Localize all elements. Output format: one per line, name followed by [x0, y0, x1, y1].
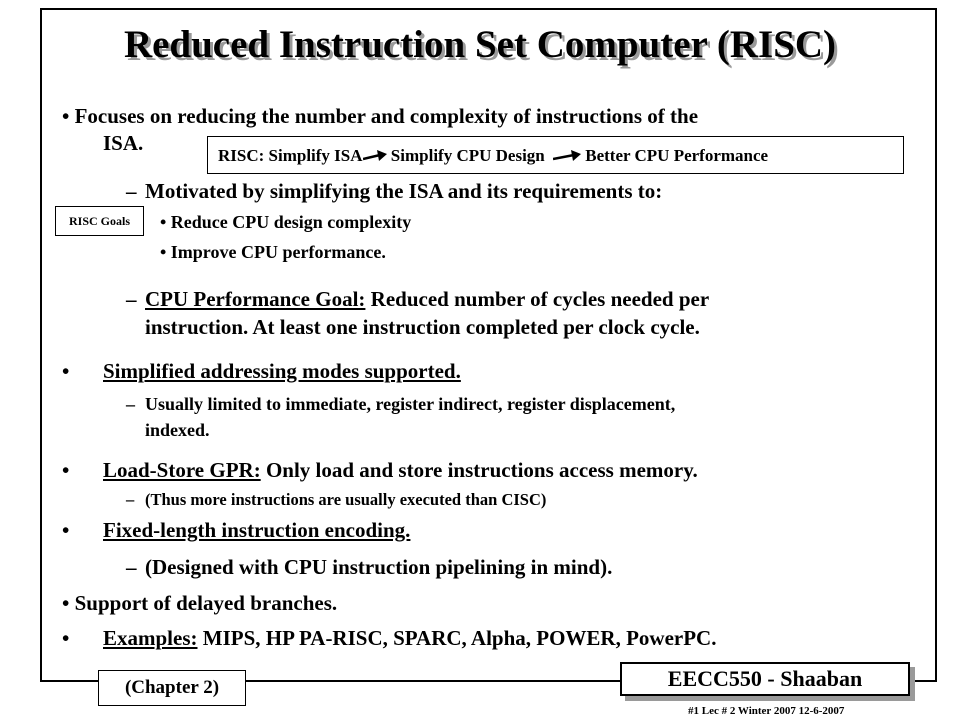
examples-text: MIPS, HP PA-RISC, SPARC, Alpha, POWER, PowerPC.: [197, 626, 717, 650]
sub-dash: –: [126, 287, 137, 311]
risc-summary-box: [207, 136, 904, 174]
sub-dash: –: [126, 555, 137, 579]
goal-reduce-complexity: • Reduce CPU design complexity: [160, 212, 412, 232]
slide-footer: #1 Lec # 2 Winter 2007 12-6-2007: [688, 705, 845, 717]
bullet-focuses-line1: • Focuses on reducing the number and complexity of instructions of the: [62, 104, 699, 128]
bullet-marker: •: [62, 626, 70, 650]
sub-dash: –: [126, 490, 135, 509]
examples-label: Examples:: [103, 626, 198, 650]
sub-addressing-line2: indexed.: [145, 420, 210, 440]
bullet-focuses-line2: ISA.: [103, 131, 144, 155]
bullet-load-store: [103, 458, 698, 483]
sub-fixed-length: (Designed with CPU instruction pipelining in mind).: [145, 555, 613, 579]
risc-goals-label: RISC Goals: [55, 206, 144, 236]
bullet-delayed-branches: • Support of delayed branches.: [62, 591, 338, 615]
sub-addressing-line1: Usually limited to immediate, register indirect, register displacement,: [145, 394, 676, 414]
goal-improve-performance: • Improve CPU performance.: [160, 242, 386, 262]
load-store-text: Only load and store instructions access memory.: [260, 458, 698, 482]
bullet-examples: [103, 626, 716, 651]
sub-dash: –: [126, 394, 135, 414]
course-label: EECC550 - Shaaban: [620, 662, 910, 696]
perf-goal-line2: instruction. At least one instruction completed per clock cycle.: [145, 315, 700, 339]
chapter-label: (Chapter 2): [98, 670, 246, 706]
bullet-addressing-modes: Simplified addressing modes supported.: [103, 359, 461, 383]
perf-goal-line1: [145, 287, 709, 312]
bullet-fixed-length: Fixed-length instruction encoding.: [103, 518, 411, 542]
bullet-marker: •: [62, 458, 70, 482]
sub-dash: –: [126, 179, 137, 203]
load-store-label: Load-Store GPR:: [103, 458, 261, 482]
risc-box-part2: Simplify CPU Design: [386, 146, 545, 165]
perf-goal-label: CPU Performance Goal:: [145, 287, 366, 311]
sub-load-store: (Thus more instructions are usually executed than CISC): [145, 490, 547, 509]
risc-box-part1: RISC: Simplify ISA: [218, 146, 363, 165]
bullet-marker: •: [62, 359, 70, 383]
risc-box-part3: Better CPU Performance: [581, 146, 769, 165]
right-arrow-icon: [363, 150, 387, 164]
right-arrow-icon: [553, 150, 581, 164]
slide-title: Reduced Instruction Set Computer (RISC): [123, 23, 837, 66]
bullet-marker: •: [62, 518, 70, 542]
perf-goal-text: Reduced number of cycles needed per: [365, 287, 710, 311]
sub-motivated: Motivated by simplifying the ISA and its requirements to:: [145, 179, 663, 203]
